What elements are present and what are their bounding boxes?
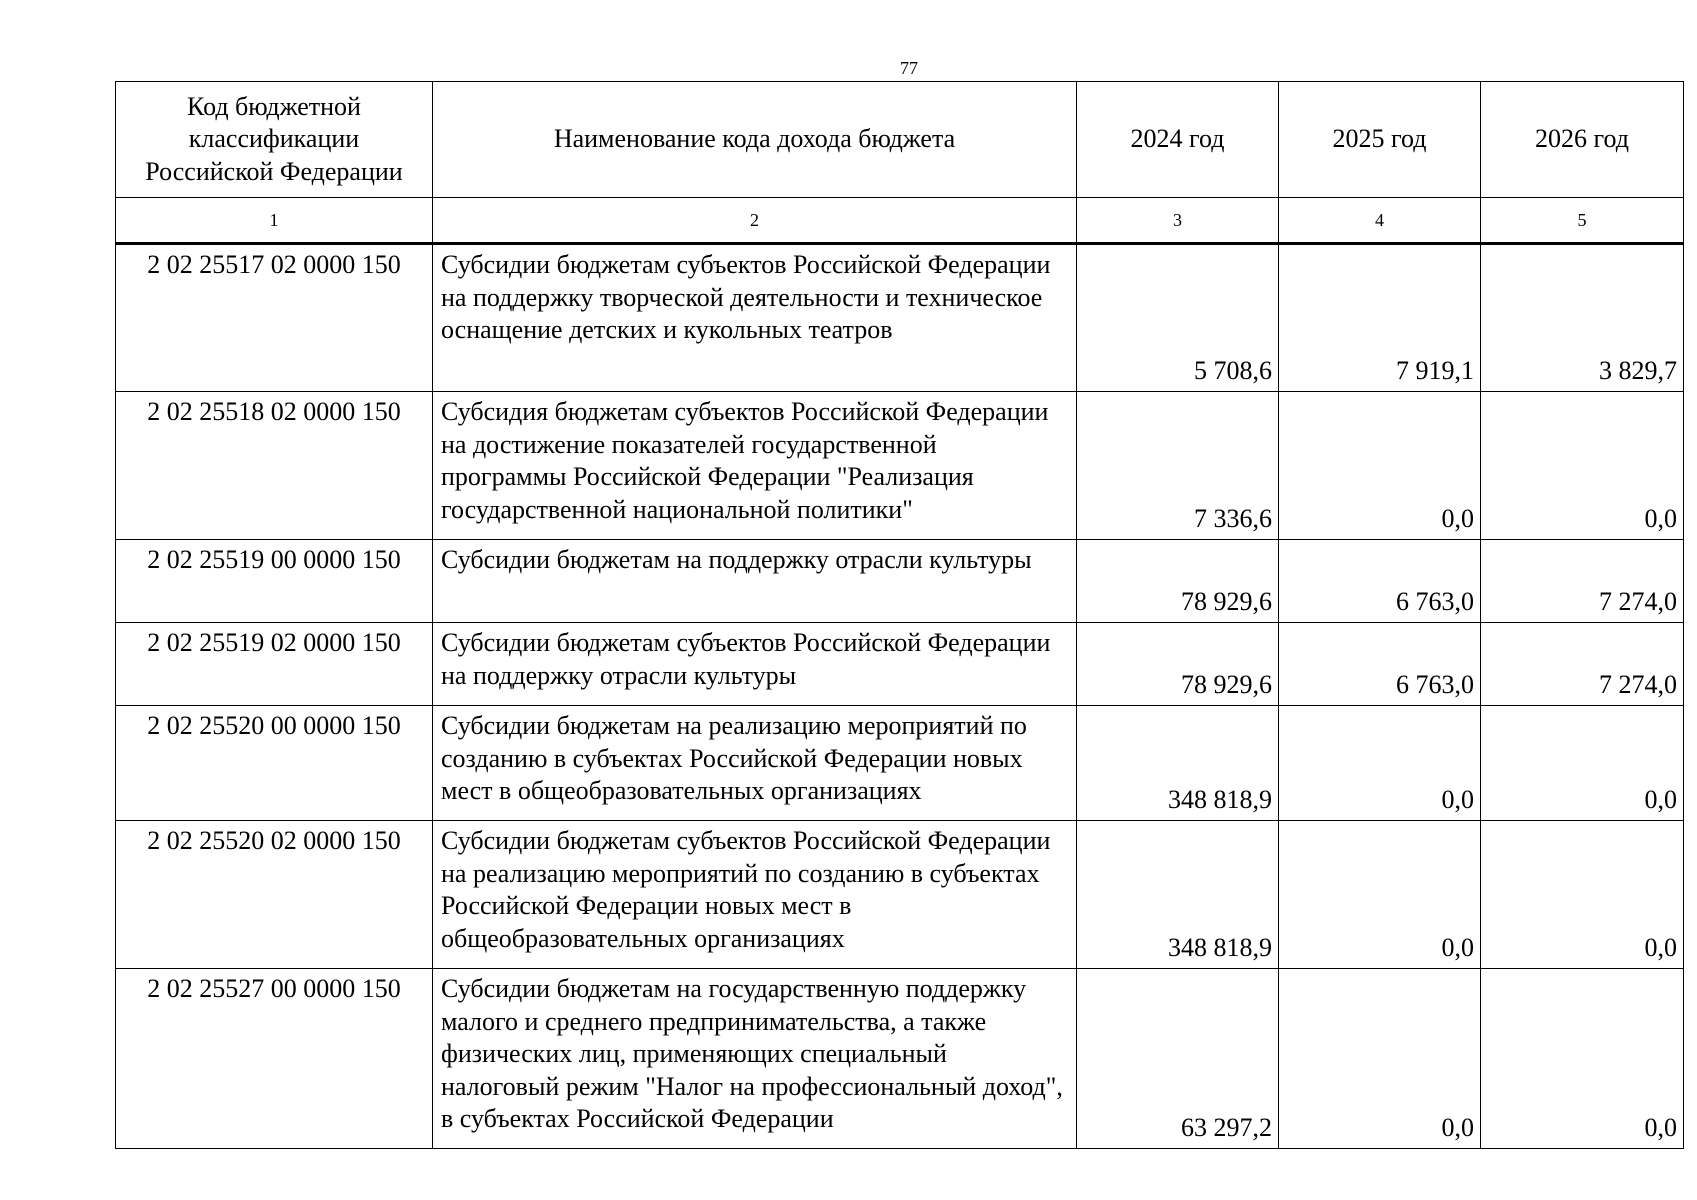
table-row: [116, 969, 1684, 1149]
header-code: Код бюджетной классификации Российской Федерации: [116, 82, 433, 198]
amount-2026-cell: 0,0: [1481, 392, 1684, 540]
column-number: 3: [1077, 198, 1279, 244]
revenue-name-cell: Субсидии бюджетам субъектов Российской Федерации на реализацию мероприятий по созданию в субъектах Российской Федерации новых мест в общеобразовательных организациях: [433, 821, 1077, 969]
table-row: [116, 623, 1684, 706]
budget-code-cell: 2 02 25520 02 0000 150: [116, 821, 433, 969]
column-number: 4: [1279, 198, 1481, 244]
amount-2025-cell: 0,0: [1279, 392, 1481, 540]
amount-2024-cell: 7 336,6: [1077, 392, 1279, 540]
amount-2024-cell: 63 297,2: [1077, 969, 1279, 1149]
amount-2026-cell: 0,0: [1481, 969, 1684, 1149]
budget-code-cell: 2 02 25527 00 0000 150: [116, 969, 433, 1149]
header-2024: 2024 год: [1077, 82, 1279, 198]
table-row: [116, 706, 1684, 821]
amount-2024-cell: 348 818,9: [1077, 821, 1279, 969]
table-row: [116, 392, 1684, 540]
header-row: [116, 82, 1684, 198]
amount-2026-cell: 0,0: [1481, 821, 1684, 969]
header-2025: 2025 год: [1279, 82, 1481, 198]
budget-code-cell: 2 02 25519 00 0000 150: [116, 540, 433, 623]
budget-code-cell: 2 02 25519 02 0000 150: [116, 623, 433, 706]
column-number-row: [116, 198, 1684, 244]
amount-2024-cell: 78 929,6: [1077, 623, 1279, 706]
table-row: [116, 540, 1684, 623]
budget-code-cell: 2 02 25518 02 0000 150: [116, 392, 433, 540]
column-number: 5: [1481, 198, 1684, 244]
revenue-name-cell: Субсидии бюджетам субъектов Российской Федерации на поддержку творческой деятельности и техническое оснащение детских и кукольных театров: [433, 244, 1077, 392]
amount-2025-cell: 6 763,0: [1279, 540, 1481, 623]
column-number: 1: [116, 198, 433, 244]
amount-2025-cell: 0,0: [1279, 969, 1481, 1149]
amount-2025-cell: 0,0: [1279, 706, 1481, 821]
revenue-name-cell: Субсидии бюджетам на поддержку отрасли культуры: [433, 540, 1077, 623]
budget-code-cell: 2 02 25517 02 0000 150: [116, 244, 433, 392]
amount-2024-cell: 348 818,9: [1077, 706, 1279, 821]
table-row: [116, 821, 1684, 969]
table-row: [116, 244, 1684, 392]
page-number: 77: [900, 58, 918, 78]
budget-code-cell: 2 02 25520 00 0000 150: [116, 706, 433, 821]
amount-2025-cell: 7 919,1: [1279, 244, 1481, 392]
revenue-name-cell: Субсидии бюджетам на реализацию мероприятий по созданию в субъектах Российской Федерации новых мест в общеобразовательных организациях: [433, 706, 1077, 821]
amount-2026-cell: 7 274,0: [1481, 540, 1684, 623]
budget-revenue-table: [115, 81, 1684, 1149]
amount-2025-cell: 0,0: [1279, 821, 1481, 969]
header-name: Наименование кода дохода бюджета: [433, 82, 1077, 198]
amount-2025-cell: 6 763,0: [1279, 623, 1481, 706]
amount-2024-cell: 5 708,6: [1077, 244, 1279, 392]
header-2026: 2026 год: [1481, 82, 1684, 198]
amount-2026-cell: 3 829,7: [1481, 244, 1684, 392]
revenue-name-cell: Субсидии бюджетам на государственную поддержку малого и среднего предпринимательства, а также физических лиц, применяющих специальный налоговый режим "Налог на профессиональный доход", в субъектах Российской Федерации: [433, 969, 1077, 1149]
amount-2026-cell: 7 274,0: [1481, 623, 1684, 706]
amount-2026-cell: 0,0: [1481, 706, 1684, 821]
revenue-name-cell: Субсидия бюджетам субъектов Российской Федерации на достижение показателей государственной программы Российской Федерации "Реализация государственной национальной политики": [433, 392, 1077, 540]
column-number: 2: [433, 198, 1077, 244]
revenue-name-cell: Субсидии бюджетам субъектов Российской Федерации на поддержку отрасли культуры: [433, 623, 1077, 706]
amount-2024-cell: 78 929,6: [1077, 540, 1279, 623]
